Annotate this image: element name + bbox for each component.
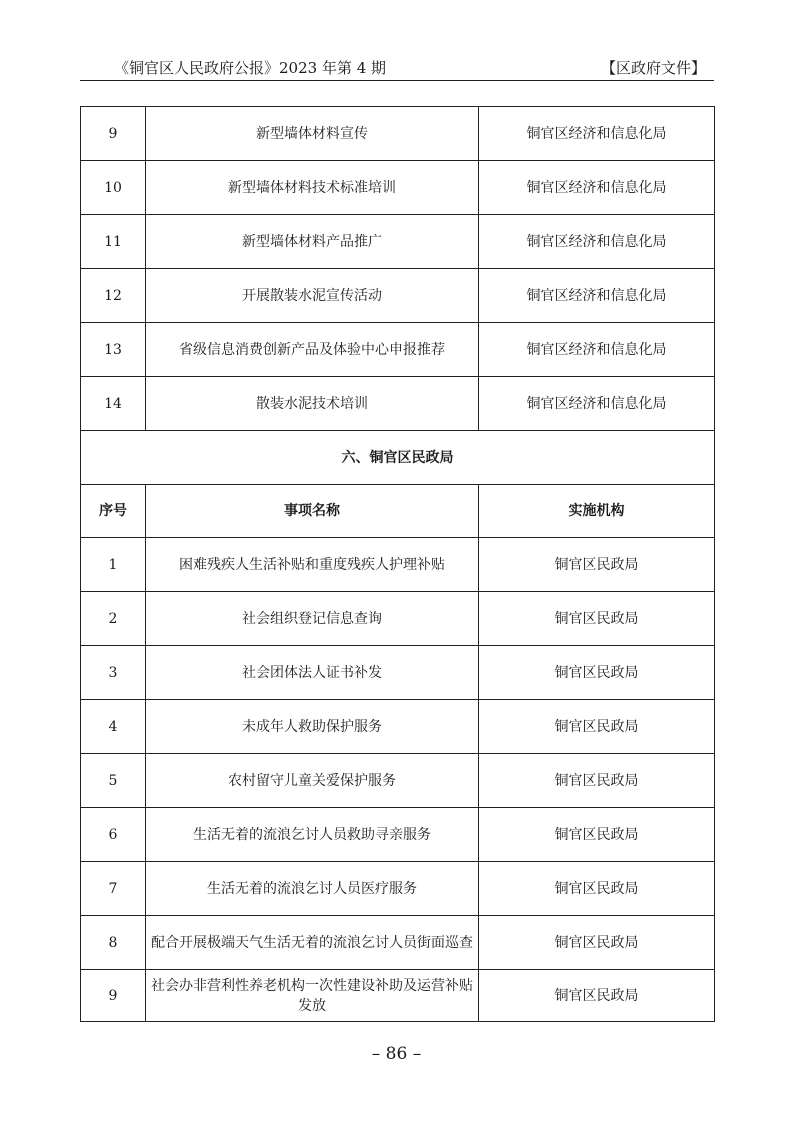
table-row <box>81 970 715 1022</box>
column-header-row <box>81 485 715 538</box>
table-row <box>81 700 715 754</box>
item-name: 农村留守儿童关爱保护服务 <box>146 754 479 808</box>
item-org: 铜官区民政局 <box>479 700 715 754</box>
item-number: 4 <box>81 700 146 754</box>
table-row <box>81 592 715 646</box>
item-org: 铜官区经济和信息化局 <box>479 377 715 431</box>
item-number: 2 <box>81 592 146 646</box>
table-row <box>81 377 715 431</box>
item-name: 困难残疾人生活补贴和重度残疾人护理补贴 <box>146 538 479 592</box>
item-name: 新型墙体材料技术标准培训 <box>146 161 479 215</box>
item-name: 社会组织登记信息查询 <box>146 592 479 646</box>
column-header-org: 实施机构 <box>479 485 715 538</box>
item-org: 铜官区经济和信息化局 <box>479 323 715 377</box>
item-org: 铜官区民政局 <box>479 970 715 1022</box>
item-number: 10 <box>81 161 146 215</box>
table-row <box>81 646 715 700</box>
item-number: 3 <box>81 646 146 700</box>
section-title: 六、铜官区民政局 <box>81 431 715 485</box>
item-name: 配合开展极端天气生活无着的流浪乞讨人员街面巡查 <box>146 916 479 970</box>
table-row <box>81 916 715 970</box>
item-number: 7 <box>81 862 146 916</box>
table-row <box>81 269 715 323</box>
item-number: 14 <box>81 377 146 431</box>
item-number: 11 <box>81 215 146 269</box>
item-org: 铜官区经济和信息化局 <box>479 161 715 215</box>
section-label: 【区政府文件】 <box>600 59 706 77</box>
item-org: 铜官区民政局 <box>479 754 715 808</box>
item-number: 5 <box>81 754 146 808</box>
item-number: 9 <box>81 970 146 1022</box>
item-name: 新型墙体材料产品推广 <box>146 215 479 269</box>
table-row <box>81 538 715 592</box>
item-name: 社会办非营利性养老机构一次性建设补助及运营补贴发放 <box>146 970 479 1022</box>
publication-title: 《铜官区人民政府公报》2023 年第 4 期 <box>114 59 387 77</box>
item-org: 铜官区民政局 <box>479 862 715 916</box>
item-org: 铜官区经济和信息化局 <box>479 269 715 323</box>
item-name: 开展散装水泥宣传活动 <box>146 269 479 323</box>
table-row <box>81 161 715 215</box>
page-number: – 86 – <box>371 1044 422 1064</box>
table-row <box>81 323 715 377</box>
item-number: 9 <box>81 107 146 161</box>
table-row <box>81 754 715 808</box>
table-row <box>81 862 715 916</box>
service-items-table <box>80 106 715 1022</box>
item-number: 8 <box>81 916 146 970</box>
table-row <box>81 107 715 161</box>
item-name: 生活无着的流浪乞讨人员救助寻亲服务 <box>146 808 479 862</box>
item-org: 铜官区民政局 <box>479 646 715 700</box>
page-header <box>80 52 714 81</box>
column-header-number: 序号 <box>81 485 146 538</box>
item-org: 铜官区经济和信息化局 <box>479 215 715 269</box>
item-name: 散装水泥技术培训 <box>146 377 479 431</box>
item-org: 铜官区民政局 <box>479 538 715 592</box>
item-name: 未成年人救助保护服务 <box>146 700 479 754</box>
item-org: 铜官区民政局 <box>479 916 715 970</box>
section-row <box>81 431 715 485</box>
item-name: 社会团体法人证书补发 <box>146 646 479 700</box>
item-org: 铜官区民政局 <box>479 592 715 646</box>
item-number: 6 <box>81 808 146 862</box>
table-row <box>81 808 715 862</box>
item-name: 生活无着的流浪乞讨人员医疗服务 <box>146 862 479 916</box>
item-name: 新型墙体材料宣传 <box>146 107 479 161</box>
item-number: 12 <box>81 269 146 323</box>
table-row <box>81 215 715 269</box>
item-number: 1 <box>81 538 146 592</box>
item-org: 铜官区民政局 <box>479 808 715 862</box>
item-org: 铜官区经济和信息化局 <box>479 107 715 161</box>
column-header-name: 事项名称 <box>146 485 479 538</box>
item-number: 13 <box>81 323 146 377</box>
item-name: 省级信息消费创新产品及体验中心申报推荐 <box>146 323 479 377</box>
